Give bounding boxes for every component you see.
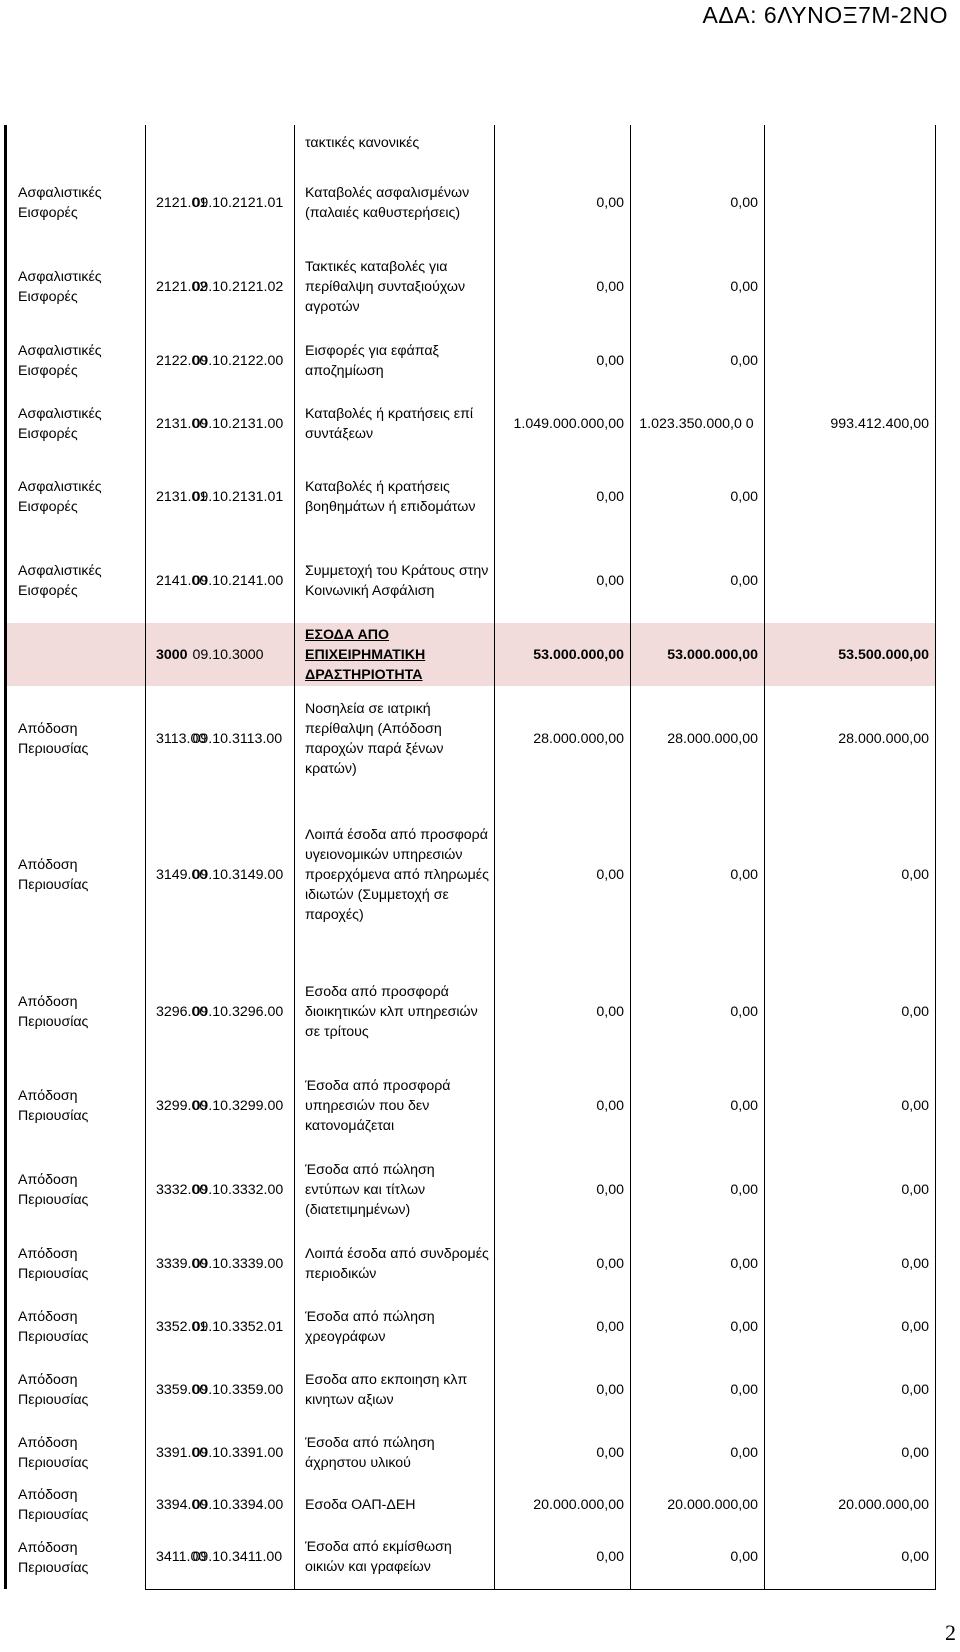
row-kae: 09.10.2141.00 bbox=[192, 573, 284, 589]
row-code: 3000 bbox=[146, 623, 193, 686]
row-value-1: 20.000.000,00 bbox=[495, 1484, 631, 1526]
row-category: Απόδοση Περιουσίας bbox=[6, 686, 146, 791]
row-value-3: 0,00 bbox=[765, 959, 936, 1064]
table-row bbox=[6, 1526, 936, 1589]
row-category: Απόδοση Περιουσίας bbox=[6, 1484, 146, 1526]
row-value-3: 0,00 bbox=[765, 1421, 936, 1484]
row-code: 2131.01 bbox=[146, 455, 193, 539]
row-description: ΕΣΟΔΑ ΑΠΟ ΕΠΙΧΕΙΡΗΜΑΤΙΚΗ ΔΡΑΣΤΗΡΙΟΤΗΤΑ bbox=[295, 623, 495, 686]
row-code: 3359.00 bbox=[146, 1358, 193, 1421]
row-value-1: 0,00 bbox=[495, 161, 631, 245]
row-value-2: 0,00 bbox=[631, 1232, 765, 1295]
table-row bbox=[6, 1232, 936, 1295]
table-row bbox=[6, 455, 936, 539]
row-code: 3149.00 bbox=[146, 791, 193, 959]
row-category: Απόδοση Περιουσίας bbox=[6, 959, 146, 1064]
row-category: Απόδοση Περιουσίας bbox=[6, 1421, 146, 1484]
row-kae: 09.10.3391.00 bbox=[192, 1444, 284, 1461]
row-description: Λοιπά έσοδα από συνδρομές περιοδικών bbox=[295, 1232, 495, 1295]
row-value-2: 0,00 bbox=[631, 329, 765, 392]
row-category bbox=[6, 125, 146, 161]
row-kae: 09.10.2121.02 bbox=[192, 279, 284, 295]
row-value-2: 53.000.000,00 bbox=[631, 623, 765, 686]
row-code: 2141.00 bbox=[146, 539, 193, 623]
row-value-3: 0,00 bbox=[765, 1295, 936, 1358]
row-code: 3299.00 bbox=[146, 1064, 193, 1148]
table-row bbox=[6, 791, 936, 959]
row-category: Ασφαλιστικές Εισφορές bbox=[6, 392, 146, 455]
row-value-2: 0,00 bbox=[631, 1358, 765, 1421]
revenue-table bbox=[4, 125, 936, 1590]
row-value-2: 0,00 bbox=[631, 1064, 765, 1148]
row-value-2: 0,00 bbox=[631, 959, 765, 1064]
row-value-1 bbox=[495, 125, 631, 161]
row-kae bbox=[193, 125, 295, 161]
row-value-2 bbox=[631, 125, 765, 161]
row-description: τακτικές κανονικές bbox=[295, 125, 495, 161]
row-description: Έσοδα από προσφορά υπηρεσιών που δεν κατονομάζεται bbox=[295, 1064, 495, 1148]
row-description: Λοιπά έσοδα από προσφορά υγειονομικών υπηρεσιών προερχόμενα από πληρωμές ιδιωτών (Συμμετοχή σε παροχές) bbox=[295, 791, 495, 959]
row-kae: 09.10.2131.00 bbox=[192, 415, 284, 432]
row-value-1: 0,00 bbox=[495, 329, 631, 392]
table-row bbox=[6, 245, 936, 329]
row-description: Έσοδα από εκμίσθωση οικιών και γραφείων bbox=[295, 1526, 495, 1589]
table-row bbox=[6, 1484, 936, 1526]
row-value-1: 0,00 bbox=[495, 1421, 631, 1484]
row-value-2: 0,00 bbox=[631, 1295, 765, 1358]
row-category: Ασφαλιστικές Εισφορές bbox=[6, 329, 146, 392]
row-code: 2121.02 bbox=[146, 245, 193, 329]
row-description: Εσοδα απο εκποιηση κλπ κινητων αξιων bbox=[295, 1358, 495, 1421]
row-value-2: 28.000.000,00 bbox=[631, 686, 765, 791]
row-value-1: 0,00 bbox=[495, 1295, 631, 1358]
row-kae: 09.10.3000 bbox=[193, 623, 295, 686]
table-row bbox=[6, 1421, 936, 1484]
row-value-2: 0,00 bbox=[631, 539, 765, 623]
row-value-2: 1.023.350.000,0 0 bbox=[631, 392, 765, 455]
row-value-3: 28.000.000,00 bbox=[765, 686, 936, 791]
table-row bbox=[6, 1064, 936, 1148]
row-kae: 09.10.2122.00 bbox=[192, 352, 284, 369]
table-row-section-total bbox=[6, 623, 936, 686]
row-value-1: 0,00 bbox=[495, 539, 631, 623]
row-kae: 09.10.3113.00 bbox=[192, 730, 283, 747]
row-value-1: 0,00 bbox=[495, 455, 631, 539]
row-code: 3332.00 bbox=[146, 1148, 193, 1232]
row-kae: 09.10.3359.00 bbox=[192, 1381, 284, 1398]
row-code: 2131.00 bbox=[146, 392, 193, 455]
row-value-3 bbox=[765, 161, 936, 245]
row-kae: 09.10.3411.00 bbox=[193, 1526, 295, 1589]
row-value-2: 0,00 bbox=[631, 161, 765, 245]
ada-code: ΑΔΑ: 6ΛΥΝΟΞ7Μ-2ΝΟ bbox=[702, 2, 948, 28]
row-value-2: 0,00 bbox=[631, 791, 765, 959]
table-row bbox=[6, 959, 936, 1064]
row-description: Έσοδα από πώληση χρεογράφων bbox=[295, 1295, 495, 1358]
row-value-3: 0,00 bbox=[765, 1064, 936, 1148]
row-value-2: 0,00 bbox=[631, 455, 765, 539]
row-code: 3339.00 bbox=[146, 1232, 193, 1295]
table-row bbox=[6, 1358, 936, 1421]
row-value-1: 53.000.000,00 bbox=[495, 623, 631, 686]
row-kae: 09.10.3299.00 bbox=[192, 1098, 284, 1114]
row-value-3: 20.000.000,00 bbox=[765, 1484, 936, 1526]
row-value-3: 0,00 bbox=[765, 791, 936, 959]
row-category: Ασφαλιστικές Εισφορές bbox=[6, 161, 146, 245]
row-code: 2121.01 bbox=[146, 161, 193, 245]
row-value-1: 0,00 bbox=[495, 1064, 631, 1148]
row-code: 3391.00 bbox=[146, 1421, 193, 1484]
table-row bbox=[6, 329, 936, 392]
table-row bbox=[6, 1148, 936, 1232]
row-category: Ασφαλιστικές Εισφορές bbox=[6, 245, 146, 329]
row-kae: 09.10.3149.00 bbox=[192, 867, 284, 883]
row-category: Απόδοση Περιουσίας bbox=[6, 1295, 146, 1358]
table-row bbox=[6, 539, 936, 623]
row-category: Απόδοση Περιουσίας bbox=[6, 1358, 146, 1421]
row-description: Νοσηλεία σε ιατρική περίθαλψη (Απόδοση παροχών παρά ξένων κρατών) bbox=[295, 686, 495, 791]
row-code: 3411.00 bbox=[146, 1526, 193, 1589]
row-value-2: 0,00 bbox=[631, 1526, 765, 1589]
row-description: Εσοδα ΟΑΠ-ΔΕΗ bbox=[295, 1484, 495, 1526]
row-description: Καταβολές ή κρατήσεις επί συντάξεων bbox=[295, 392, 495, 455]
row-value-1: 28.000.000,00 bbox=[495, 686, 631, 791]
row-value-3 bbox=[765, 539, 936, 623]
row-value-1: 0,00 bbox=[495, 1148, 631, 1232]
row-value-3: 53.500.000,00 bbox=[765, 623, 936, 686]
row-description: Έσοδα από πώληση εντύπων και τίτλων (διατετιμημένων) bbox=[295, 1148, 495, 1232]
table-row bbox=[6, 1295, 936, 1358]
row-value-1: 0,00 bbox=[495, 245, 631, 329]
row-description: Τακτικές καταβολές για περίθαλψη συνταξιούχων αγροτών bbox=[295, 245, 495, 329]
row-value-1: 0,00 bbox=[495, 1232, 631, 1295]
row-value-1: 0,00 bbox=[495, 1526, 631, 1589]
row-description: Συμμετοχή του Κράτους στην Κοινωνική Ασφάλιση bbox=[295, 539, 495, 623]
row-kae: 09.10.3332.00 bbox=[192, 1182, 284, 1198]
row-value-3 bbox=[765, 125, 936, 161]
table-row bbox=[6, 125, 936, 161]
row-value-1: 0,00 bbox=[495, 1358, 631, 1421]
row-code: 3296.00 bbox=[146, 959, 193, 1064]
row-kae: 09.10.3394.00 bbox=[192, 1497, 284, 1513]
row-kae: 09.10.2121.01 bbox=[192, 195, 284, 211]
row-value-3: 993.412.400,00 bbox=[765, 392, 936, 455]
row-value-2: 20.000.000,00 bbox=[631, 1484, 765, 1526]
row-description: Εσοδα από προσφορά διοικητικών κλπ υπηρεσιών σε τρίτους bbox=[295, 959, 495, 1064]
row-value-3: 0,00 bbox=[765, 1358, 936, 1421]
row-description: Έσοδα από πώληση άχρηστου υλικού bbox=[295, 1421, 495, 1484]
row-description: Καταβολές ή κρατήσεις βοηθημάτων ή επιδομάτων bbox=[295, 455, 495, 539]
row-description: Καταβολές ασφαλισμένων (παλαιές καθυστερήσεις) bbox=[295, 161, 495, 245]
row-value-3 bbox=[765, 329, 936, 392]
row-description: Εισφορές για εφάπαξ αποζημίωση bbox=[295, 329, 495, 392]
row-value-2: 0,00 bbox=[631, 1148, 765, 1232]
row-kae: 09.10.2131.01 bbox=[192, 489, 284, 505]
table-row bbox=[6, 686, 936, 791]
row-code: 3113.00 bbox=[146, 686, 193, 791]
page-number: 2 bbox=[945, 1620, 956, 1645]
row-value-1: 0,00 bbox=[495, 959, 631, 1064]
row-value-3 bbox=[765, 245, 936, 329]
row-value-3: 0,00 bbox=[765, 1232, 936, 1295]
row-code bbox=[146, 125, 193, 161]
row-code: 2122.00 bbox=[146, 329, 193, 392]
row-kae: 09.10.3352.01 bbox=[192, 1318, 284, 1335]
row-code: 3394.00 bbox=[146, 1484, 193, 1526]
row-kae: 09.10.3339.00 bbox=[192, 1255, 284, 1272]
table-row bbox=[6, 161, 936, 245]
row-value-2: 0,00 bbox=[631, 1421, 765, 1484]
row-value-2: 0,00 bbox=[631, 245, 765, 329]
row-value-3: 0,00 bbox=[765, 1148, 936, 1232]
row-value-1: 1.049.000.000,00 bbox=[495, 392, 631, 455]
row-category: Απόδοση Περιουσίας bbox=[6, 1064, 146, 1148]
table-row bbox=[6, 392, 936, 455]
row-category: Απόδοση Περιουσίας bbox=[6, 1526, 146, 1589]
row-kae: 09.10.3296.00 bbox=[192, 1003, 284, 1020]
row-category: Ασφαλιστικές Εισφορές bbox=[6, 455, 146, 539]
row-value-1: 0,00 bbox=[495, 791, 631, 959]
row-category: Απόδοση Περιουσίας bbox=[6, 1148, 146, 1232]
row-value-3: 0,00 bbox=[765, 1526, 936, 1589]
row-category: Απόδοση Περιουσίας bbox=[6, 1232, 146, 1295]
row-category: Ασφαλιστικές Εισφορές bbox=[6, 539, 146, 623]
row-code: 3352.01 bbox=[146, 1295, 193, 1358]
row-category bbox=[6, 623, 146, 686]
row-value-3 bbox=[765, 455, 936, 539]
row-category: Απόδοση Περιουσίας bbox=[6, 791, 146, 959]
